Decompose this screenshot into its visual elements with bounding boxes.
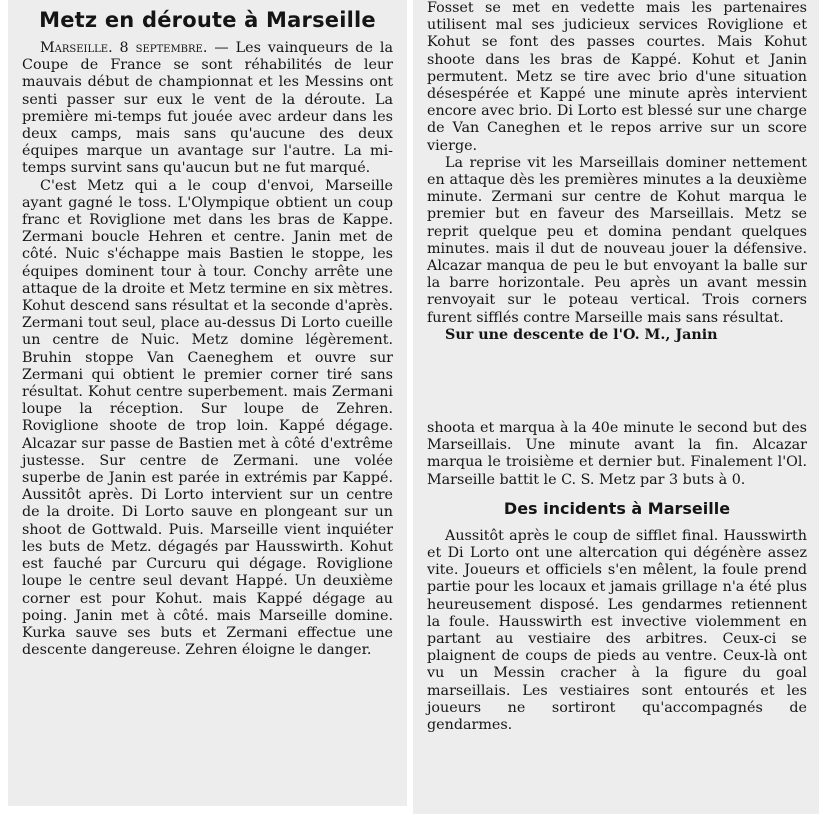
dateline: Marseille. 8 septembre. — <box>40 40 229 56</box>
article-paragraph-5-lead: Sur une descente de l'O. M., Janin <box>445 326 718 343</box>
article-headline: Metz en déroute à Marseille <box>39 8 376 32</box>
article-paragraph-1 <box>22 40 393 178</box>
article-paragraph-4: La reprise vit les Marseillais dominer nettement en attaque dès les premières minutes a la deuxième minute. Zermani sur centre de Kohut marqua le premier but en faveur des Marseillais. Metz se reprit quelque peu et domina pendant quelques minutes. mais il dut de nouveau jouer la défensive. Alcazar manqua de peu le but envoyant la balle sur la barre horizontale. Peu après un avant messin renvoyait sur le poteau vertical. Trois corners furent sifflés contre Marseille mais sans résultat. <box>427 154 807 326</box>
article-2-headline: Des incidents à Marseille <box>503 498 731 518</box>
article-paragraph-5: shoota et marqua à la 40e minute le second but des Marseillais. Une minute avant la fin. Alcazar marqua le troisième et dernier but. Finalement l'Ol. Marseille battit le C. S. Metz par 3 buts à 0. <box>427 420 807 488</box>
paragraph-1-text: Les vainqueurs de la Coupe de France se sont réhabilités de leur mauvais début de championnat et les Messins ont senti passer sur eux le vent de la déroute. La première mi-temps fut jouée avec ardeur dans les deux camps, mais sans qu'aucune des deux équipes marque un avantage sur l'autre. La mi-temps survint sans qu'aucun but ne fut marqué. <box>22 40 394 177</box>
article-column-right-bottom <box>413 420 819 814</box>
article-paragraph-3: Fosset se met en vedette mais les partenaires utilisent mal ses judicieux services Roviglione et Kohut se font des passes courtes. Mais Kohut shoote dans les bras de Kappé. Kohut et Janin permutent. Metz se tire avec brio d'une situation désespérée et Kappé une minute après intervient encore avec brio. Di Lorto est blessé sur une charge de Van Caneghen et le repos arrive sur un score vierge. <box>427 0 807 154</box>
article-column-right-top <box>413 0 819 420</box>
article-2-paragraph-1: Aussitôt après le coup de sifflet final. Hausswirth et Di Lorto ont une altercation qui dégénère assez vite. Joueurs et officiels s'en mêlent, la foule prend partie pour les locaux et jamais grillage n'a été plus heureusement disposé. Les gendarmes retiennent la foule. Hausswirth est invective violemment en partant au vestiaire des arbitres. Ceux-ci se plaignent de coups de pieds au ventre. Ceux-là ont vu un Messin cracher à la figure du goal marseillais. Les vestiaires sont entourés et les joueurs ne sortiront qu'accompagnés de gendarmes. <box>427 527 807 734</box>
article-paragraph-2: C'est Metz qui a le coup d'envoi, Marseille ayant gagné le toss. L'Olympique obtient un coup franc et Roviglione met dans les bras de Kappe. Zermani boucle Hehren et centre. Janin met de côté. Nuic s'échappe mais Bastien le stoppe, les équipes dominent tour à tour. Conchy arrête une attaque de la droite et Metz termine en six mètres. Kohut descend sans résultat et la seconde d'après. Zermani tout seul, place au-dessus Di Lorto cueille un centre de Nuic. Metz domine légèrement. Bruhin stoppe Van Caeneghem et ouvre sur Zermani qui obtient le premier corner tiré sans résultat. Kohut centre superbement. mais Zermani loupe la réception. Sur loupe de Zehren. Roviglione shoote de trop loin. Kappé dégage. Alcazar sur passe de Bastien met à côté d'extrême justesse. Sur centre de Zermani. une volée superbe de Janin est parée in extrémis par Kappé. Aussitôt après. Di Lorto intervient sur un centre de la droite. Di Lorto sauve en plongeant sur un shoot de Gottwald. Puis. Marseille vient inquiéter les buts de Metz. dégagés par Hausswirth. Kohut est fauché par Curcuru qui dégage. Roviglione loupe le centre seul devant Happé. Un deuxième corner est pour Kohut. mais Kappé dégage au poing. Janin met à côté. mais Marseille domine. Kurka sauve ses buts et Zermani effectue une descente dangereuse. Zehren éloigne le danger. <box>22 177 393 659</box>
article-column-left <box>8 0 407 806</box>
